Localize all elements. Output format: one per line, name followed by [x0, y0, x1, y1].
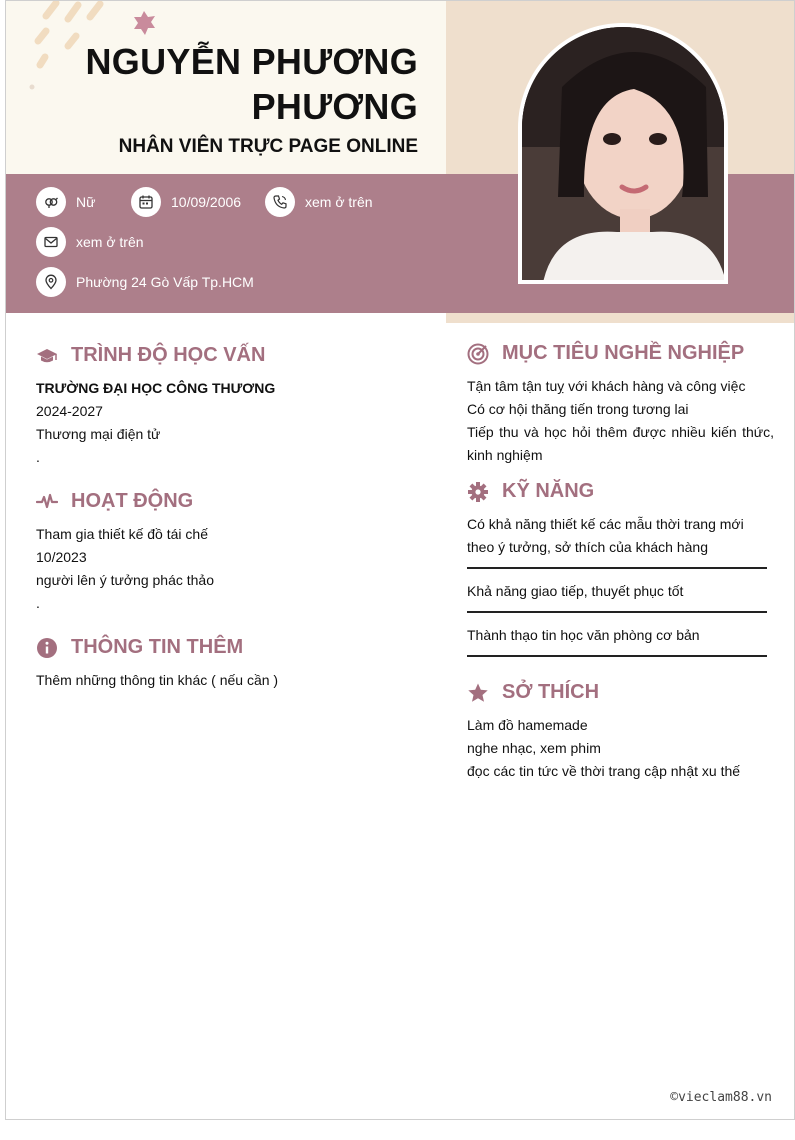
- more-info-content: [36, 669, 426, 692]
- study-period: 2024-2027: [36, 403, 103, 419]
- hobby-line: nghe nhạc, xem phim: [467, 740, 601, 756]
- skills-heading: [467, 480, 594, 503]
- gender-icon: [36, 187, 66, 217]
- major: Thương mại điện tử: [36, 426, 161, 442]
- address-value: Phường 24 Gò Vấp Tp.HCM: [76, 274, 254, 290]
- contact-email: [36, 227, 144, 257]
- activity-content: [36, 523, 426, 615]
- activity-line: Tham gia thiết kế đồ tái chế: [36, 526, 208, 542]
- watermark: ©vieclam88.vn: [670, 1090, 772, 1105]
- phone-icon: [265, 187, 295, 217]
- education-extra: .: [36, 449, 40, 465]
- hobbies-content: [467, 714, 774, 783]
- contact-birthday: [131, 187, 241, 217]
- hobbies-heading: [467, 681, 599, 704]
- education-title: TRÌNH ĐỘ HỌC VẤN: [71, 344, 266, 366]
- objective-title: MỤC TIÊU NGHỀ NGHIỆP: [502, 342, 745, 364]
- hobbies-title: SỞ THÍCH: [502, 681, 600, 703]
- target-icon: [467, 343, 489, 365]
- skills-title: KỸ NĂNG: [502, 480, 595, 502]
- location-pin-icon: [36, 267, 66, 297]
- cv-page: [5, 0, 795, 1120]
- more-info-text: Thêm những thông tin khác ( nếu cần ): [36, 672, 279, 688]
- contact-gender: [36, 187, 95, 217]
- more-info-title: THÔNG TIN THÊM: [71, 636, 244, 658]
- candidate-name: [66, 39, 418, 129]
- graduation-cap-icon: [36, 345, 58, 367]
- objective-heading: [467, 342, 744, 365]
- contact-phone: [265, 187, 373, 217]
- birthday-value: 10/09/2006: [171, 194, 242, 210]
- name-line-2: PHƯƠNG: [251, 86, 418, 127]
- portrait-illustration: [522, 27, 728, 284]
- activity-heading: [36, 490, 193, 513]
- pulse-icon: [36, 491, 58, 513]
- contact-address: [36, 267, 254, 297]
- skill-divider: [467, 655, 767, 657]
- name-line-1: NGUYỄN PHƯƠNG: [85, 41, 418, 82]
- profile-photo: [518, 23, 728, 284]
- education-heading: [36, 344, 265, 367]
- skill-divider: [467, 567, 767, 569]
- more-info-heading: [36, 636, 243, 659]
- hobby-line: Làm đồ hamemade: [467, 717, 588, 733]
- skill-text: Thành thạo tin học văn phòng cơ bản: [467, 627, 700, 643]
- star-icon: [467, 682, 489, 704]
- job-title: NHÂN VIÊN TRỰC PAGE ONLINE: [118, 136, 418, 157]
- hobby-line: đọc các tin tức về thời trang cập nhật xu thế: [467, 763, 741, 779]
- calendar-icon: [131, 187, 161, 217]
- skill-divider: [467, 611, 767, 613]
- skill-item: [467, 513, 774, 559]
- email-value: xem ở trên: [76, 234, 144, 250]
- activity-line: 10/2023: [36, 549, 87, 565]
- skill-item: [467, 624, 774, 647]
- mail-icon: [36, 227, 66, 257]
- objective-content: [467, 375, 774, 467]
- phone-value: xem ở trên: [305, 194, 373, 210]
- school-name: TRƯỜNG ĐẠI HỌC CÔNG THƯƠNG: [36, 380, 276, 396]
- activity-title: HOẠT ĐỘNG: [71, 490, 194, 512]
- info-icon: [36, 637, 58, 659]
- objective-line: Tận tâm tận tuỵ với khách hàng và công việc: [467, 378, 746, 394]
- activity-line: .: [36, 595, 40, 611]
- skill-text: Khả năng giao tiếp, thuyết phục tốt: [467, 583, 684, 599]
- skill-item: [467, 580, 774, 603]
- gear-icon: [467, 481, 489, 503]
- activity-line: người lên ý tưởng phác thảo: [36, 572, 214, 588]
- objective-line: Có cơ hội thăng tiến trong tương lai: [467, 401, 689, 417]
- decorative-star-icon: [134, 11, 155, 35]
- education-content: [36, 377, 426, 469]
- objective-line: Tiếp thu và học hỏi thêm được nhiều kiến thức, kinh nghiệm: [467, 424, 774, 463]
- skill-text: Có khả năng thiết kế các mẫu thời trang mới theo ý tưởng, sở thích của khách hàng: [467, 516, 744, 555]
- gender-value: Nữ: [76, 194, 96, 210]
